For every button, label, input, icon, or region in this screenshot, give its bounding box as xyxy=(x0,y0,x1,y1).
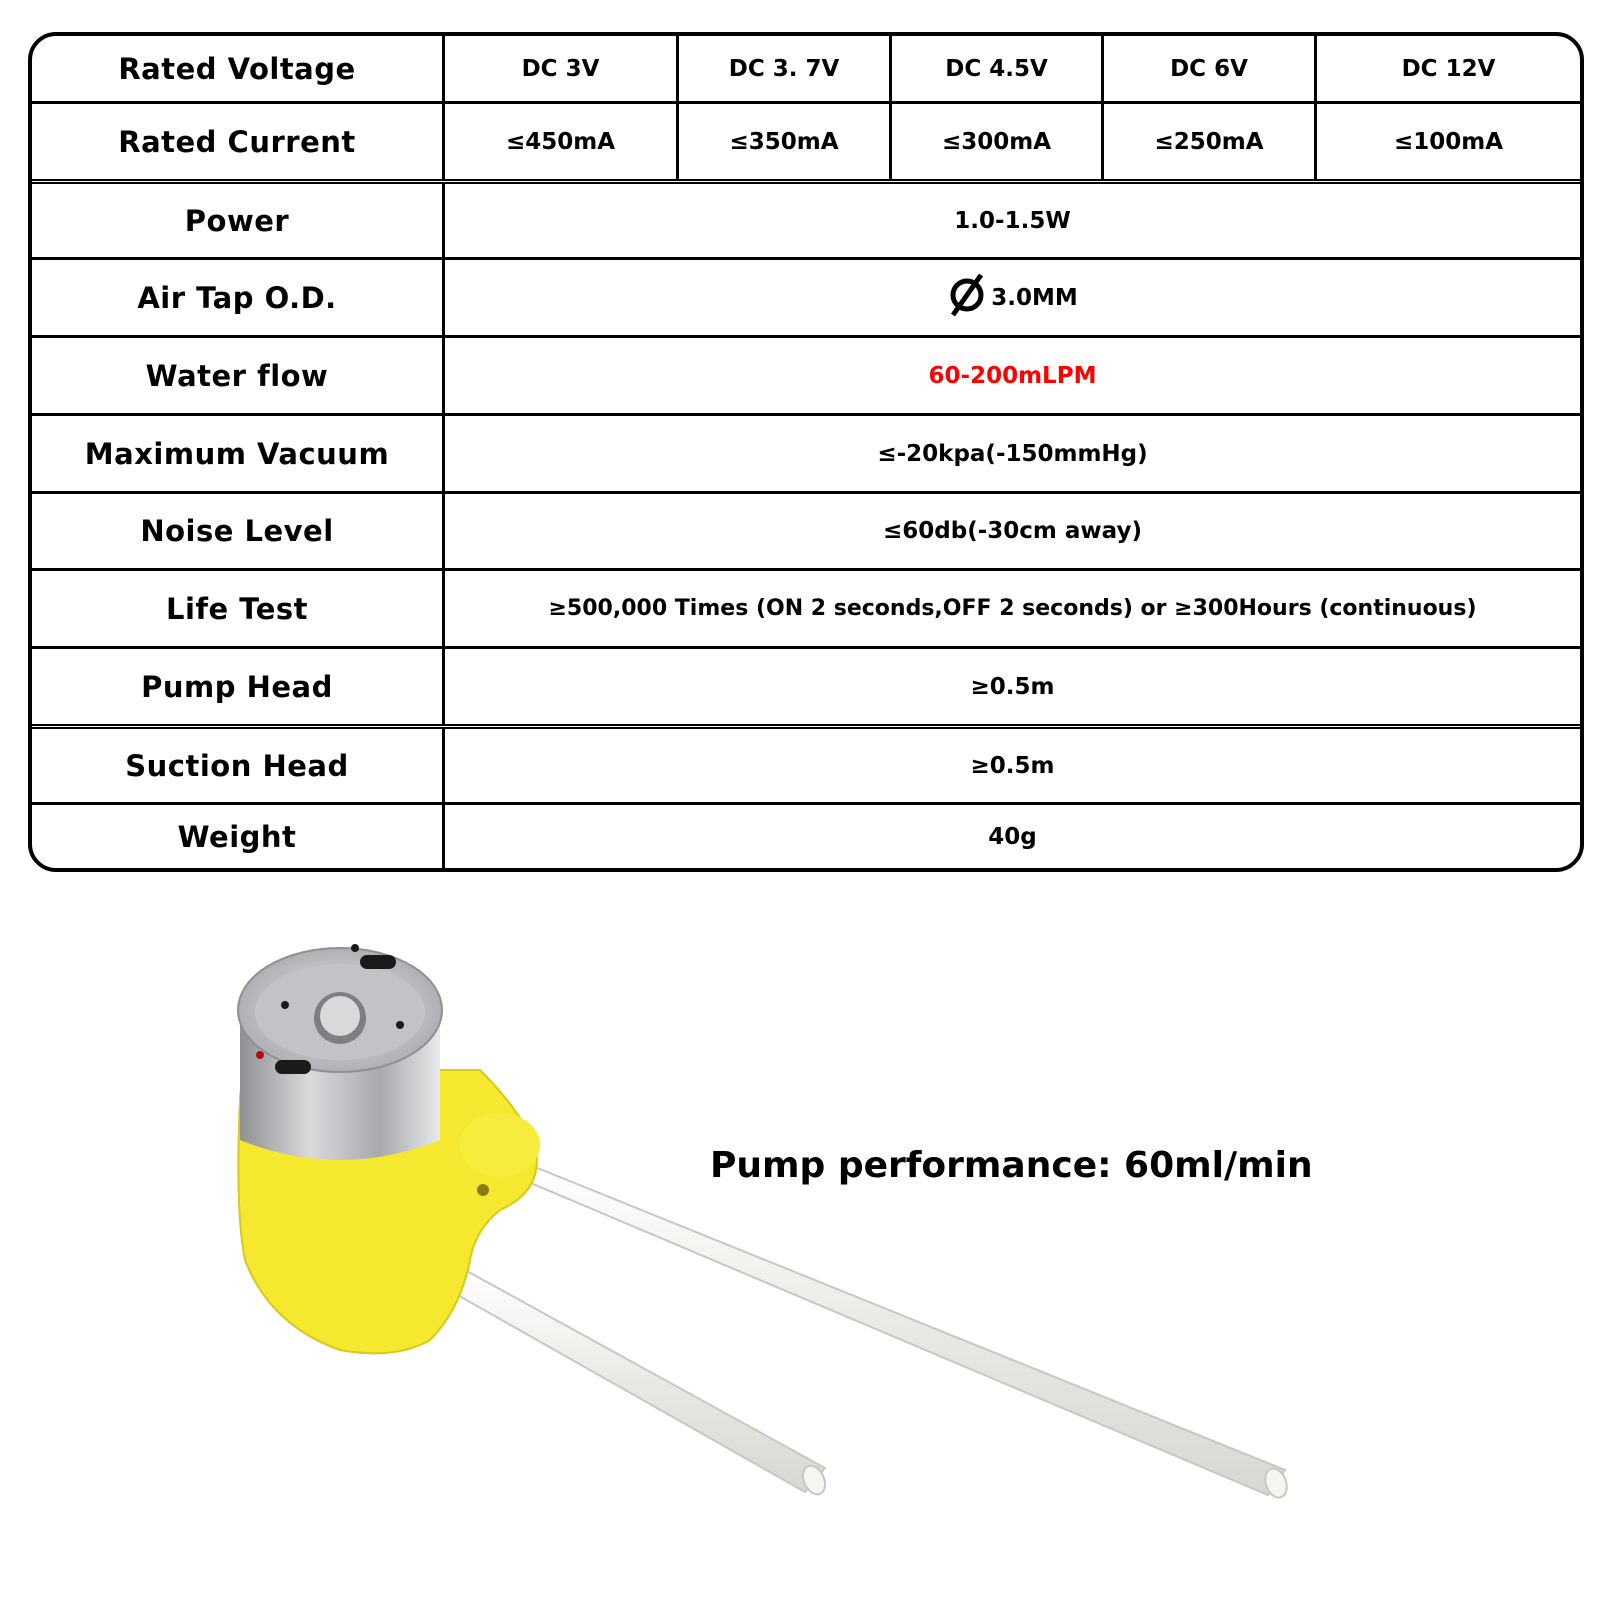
outlet-tube xyxy=(500,1165,1291,1501)
diameter-icon xyxy=(947,271,987,325)
row-pump-head xyxy=(32,649,1580,729)
row-weight xyxy=(32,805,1580,869)
label-rated-voltage: Rated Voltage xyxy=(32,36,445,101)
row-noise-level xyxy=(32,494,1580,571)
row-air-tap xyxy=(32,260,1580,338)
label-suction-head: Suction Head xyxy=(32,729,445,802)
current-value: ≤250mA xyxy=(1104,104,1317,179)
label-noise-level: Noise Level xyxy=(32,494,445,568)
row-rated-voltage xyxy=(32,36,1580,104)
row-max-vacuum xyxy=(32,416,1580,494)
row-suction-head xyxy=(32,729,1580,805)
label-life-test: Life Test xyxy=(32,571,445,646)
value-weight: 40g xyxy=(988,824,1037,850)
label-air-tap: Air Tap O.D. xyxy=(32,260,445,335)
value-air-tap-cell xyxy=(445,260,1580,335)
label-weight: Weight xyxy=(32,805,445,869)
value-suction-head: ≥0.5m xyxy=(970,752,1055,779)
pump-performance-caption: Pump performance: 60ml/min xyxy=(710,1145,1313,1186)
value-power: 1.0-1.5W xyxy=(954,207,1071,234)
label-rated-current: Rated Current xyxy=(32,104,445,179)
value-max-vacuum: ≤-20kpa(-150mmHg) xyxy=(877,440,1148,467)
value-water-flow: 60-200mLPM xyxy=(928,362,1097,389)
voltage-value: DC 6V xyxy=(1104,36,1317,101)
voltage-value: DC 3. 7V xyxy=(679,36,892,101)
voltage-value: DC 4.5V xyxy=(892,36,1104,101)
current-value: ≤100mA xyxy=(1393,128,1504,155)
current-value: ≤450mA xyxy=(445,104,679,179)
value-air-tap: 3.0MM xyxy=(991,284,1078,311)
current-value: ≤300mA xyxy=(892,104,1104,179)
voltage-value: DC 3V xyxy=(445,36,679,101)
row-power xyxy=(32,184,1580,260)
label-max-vacuum: Maximum Vacuum xyxy=(32,416,445,491)
value-pump-head: ≥0.5m xyxy=(970,673,1055,700)
label-water-flow: Water flow xyxy=(32,338,445,413)
value-noise-level: ≤60db(-30cm away) xyxy=(883,518,1142,544)
pump-product-image xyxy=(200,930,1320,1530)
current-value: ≤350mA xyxy=(679,104,892,179)
motor xyxy=(238,944,442,1160)
label-pump-head: Pump Head xyxy=(32,649,445,724)
row-life-test xyxy=(32,571,1580,649)
voltage-value: DC 12V xyxy=(1401,55,1496,82)
row-water-flow xyxy=(32,338,1580,416)
label-power: Power xyxy=(32,184,445,257)
row-rated-current xyxy=(32,104,1580,184)
value-life-test: ≥500,000 Times (ON 2 seconds,OFF 2 seconds) or ≥300Hours (continuous) xyxy=(548,596,1477,621)
inlet-tube xyxy=(440,1270,829,1498)
spec-table xyxy=(28,32,1584,872)
